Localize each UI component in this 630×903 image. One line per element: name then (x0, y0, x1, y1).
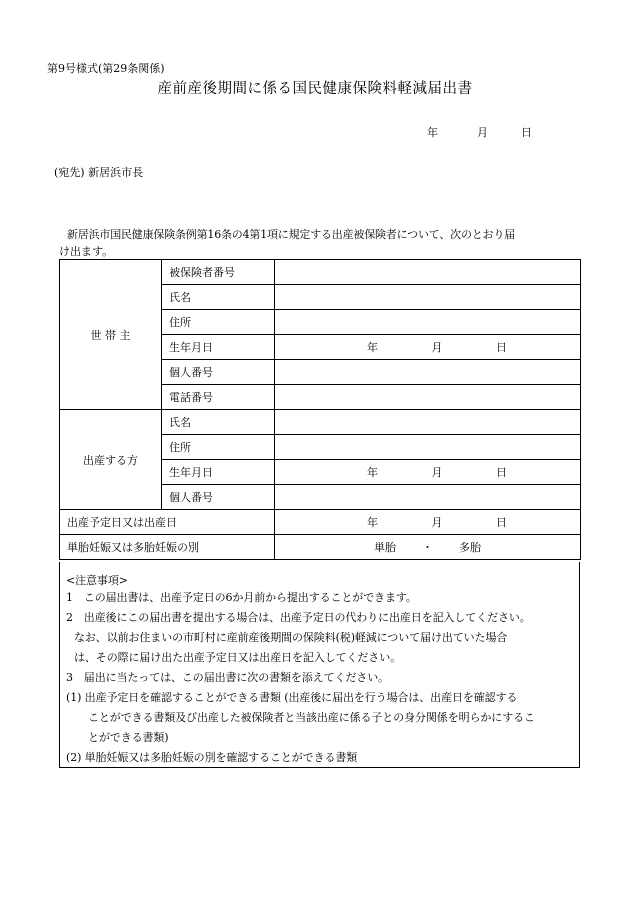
field-label: 氏名 (162, 410, 275, 435)
date-unit-year: 年 (367, 341, 378, 354)
date-unit-month: 月 (431, 466, 443, 479)
note-line: 3 届出に当たっては、この届出書に次の書類を添えてください。 (66, 671, 389, 684)
field-label: 個人番号 (162, 360, 275, 385)
note-line: 1 この届出書は、出産予定日の6か月前から提出することができます。 (66, 591, 417, 604)
field-label: 住所 (162, 310, 275, 335)
householder-name-field[interactable] (275, 285, 581, 310)
date-unit-month: 月 (431, 516, 443, 529)
document-title: 産前産後期間に係る国民健康保険料軽減届出書 (157, 81, 473, 97)
date-unit-year: 年 (367, 516, 378, 529)
intro-text-line-2: け出ます。 (59, 245, 114, 258)
field-label: 生年月日 (162, 460, 275, 485)
table-row (60, 410, 581, 435)
note-line: (1) 出産予定日を確認することができる書類 (出産後に届出を行う場合は、出産日を確認する (66, 691, 518, 704)
note-line: (2) 単胎妊娠又は多胎妊娠の別を確認することができる書類 (66, 751, 358, 764)
date-unit-day: 日 (496, 466, 507, 479)
note-line: 2 出産後にこの届出書を提出する場合は、出産予定日の代わりに出産日を記入してください。 (66, 611, 531, 624)
field-label: 生年月日 (162, 335, 275, 360)
singleton-option[interactable]: 単胎 (374, 541, 396, 554)
birthing-address-field[interactable] (275, 435, 581, 460)
application-form-table (59, 259, 581, 560)
date-day-label: 日 (521, 126, 532, 139)
option-separator: ・ (422, 541, 433, 554)
field-label: 氏名 (162, 285, 275, 310)
date-unit-day: 日 (496, 341, 507, 354)
note-line: とができる書類) (88, 731, 169, 744)
due-date-label: 出産予定日又は出産日 (60, 510, 275, 535)
householder-section-label: 世 帯 主 (60, 260, 162, 410)
form-number: 第9号様式(第29条関係) (47, 62, 165, 75)
birthing-name-field[interactable] (275, 410, 581, 435)
multiple-option[interactable]: 多胎 (459, 541, 481, 554)
householder-address-field[interactable] (275, 310, 581, 335)
field-label: 住所 (162, 435, 275, 460)
householder-birthdate-field[interactable] (275, 335, 581, 360)
pregnancy-type-field[interactable] (275, 535, 581, 560)
addressee: (宛先) 新居浜市長 (54, 166, 144, 179)
householder-insured-number-field[interactable] (275, 260, 581, 285)
field-label: 被保険者番号 (162, 260, 275, 285)
due-date-field[interactable] (275, 510, 581, 535)
note-line: ことができる書類及び出産した被保険者と当該出産に係る子との身分関係を明らかにするこ (88, 711, 535, 724)
birthing-personal-number-field[interactable] (275, 485, 581, 510)
date-unit-day: 日 (496, 516, 507, 529)
table-row (60, 510, 581, 535)
field-label: 個人番号 (162, 485, 275, 510)
intro-text-line-1: 新居浜市国民健康保険条例第16条の4第1項に規定する出産被保険者について、次のとおり届 (67, 228, 515, 241)
householder-personal-number-field[interactable] (275, 360, 581, 385)
date-year-label: 年 (427, 126, 438, 139)
birthing-birthdate-field[interactable] (275, 460, 581, 485)
notes-box (59, 562, 580, 768)
field-label: 電話番号 (162, 385, 275, 410)
notes-heading: <注意事項> (66, 574, 128, 587)
note-line: は、その際に届け出た出産予定日又は出産日を記入してください。 (74, 651, 401, 664)
table-row (60, 535, 581, 560)
pregnancy-type-label: 単胎妊娠又は多胎妊娠の別 (60, 535, 275, 560)
householder-phone-field[interactable] (275, 385, 581, 410)
table-row (60, 260, 581, 285)
birthing-person-section-label: 出産する方 (60, 410, 162, 510)
date-month-label: 月 (477, 126, 488, 139)
date-unit-year: 年 (367, 466, 378, 479)
note-line: なお、以前お住まいの市町村に産前産後期間の保険料(税)軽減について届け出ていた場合 (74, 631, 508, 644)
date-unit-month: 月 (431, 341, 443, 354)
